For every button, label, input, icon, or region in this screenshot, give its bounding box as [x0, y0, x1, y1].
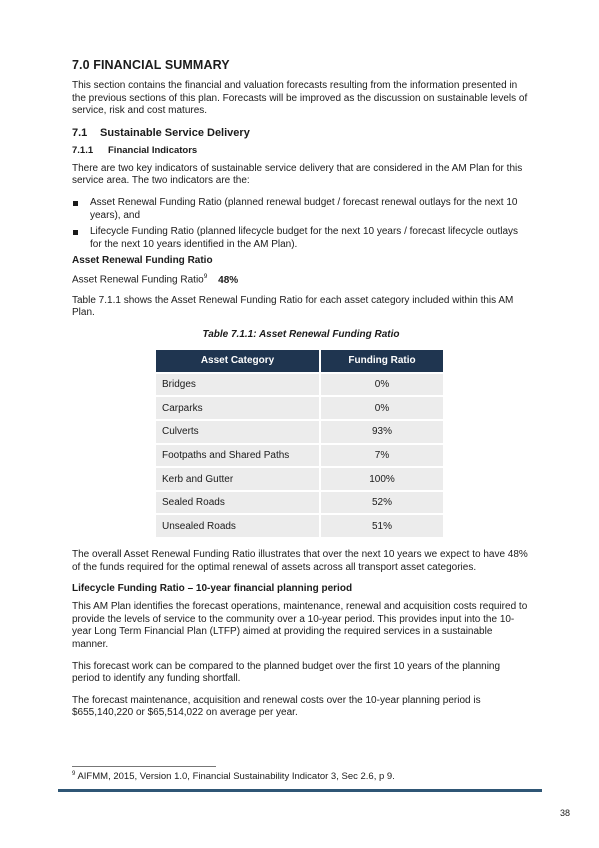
- overall-ratio-text: The overall Asset Renewal Funding Ratio illustrates that over the next 10 years we expect to have 48% of the funds required for the optimal renewal of assets across all transport asset categories.: [72, 549, 528, 573]
- category-cell: Sealed Roads: [156, 490, 321, 514]
- category-cell: Culverts: [156, 419, 321, 443]
- funding-ratio-table: [156, 350, 443, 537]
- section-title: 7.0 FINANCIAL SUMMARY: [72, 58, 230, 72]
- table-row: [156, 513, 443, 537]
- footer-divider: [58, 789, 542, 792]
- subsection-title: Sustainable Service Delivery: [100, 126, 250, 139]
- table-row: [156, 466, 443, 490]
- category-cell: Carparks: [156, 395, 321, 419]
- renewal-heading: Asset Renewal Funding Ratio: [72, 255, 213, 267]
- page-number: 38: [560, 808, 571, 818]
- table-intro: Table 7.1.1 shows the Asset Renewal Funding Ratio for each asset category included within this AM Plan.: [72, 294, 514, 319]
- category-cell: Kerb and Gutter: [156, 466, 321, 490]
- table-row: [156, 419, 443, 443]
- lifecycle-heading: Lifecycle Funding Ratio – 10-year financial planning period: [72, 583, 353, 595]
- ratio-cell: 52%: [321, 490, 443, 514]
- category-cell: Footpaths and Shared Paths: [156, 443, 321, 467]
- table-row: [156, 490, 443, 514]
- page-content: [72, 58, 530, 729]
- category-cell: Bridges: [156, 372, 321, 396]
- bullet-icon: [73, 201, 78, 206]
- column-header-ratio: Funding Ratio: [321, 350, 443, 372]
- footnote-divider: [72, 766, 216, 767]
- ratio-cell: 0%: [321, 395, 443, 419]
- indicator-text: Asset Renewal Funding Ratio (planned renewal budget / forecast renewal outlays for the next 10 years), and: [90, 196, 518, 221]
- table-row: [156, 395, 443, 419]
- table-row: [156, 443, 443, 467]
- lifecycle-paragraph-1: This AM Plan identifies the forecast operations, maintenance, renewal and acquisition costs required to provide the levels of service to the community over a 10-year period. This provides input into the 10-year Long Term Financial Plan (LTFP) aimed at providing the required services in a sustainable manner.: [72, 601, 528, 650]
- subsection-number: 7.1: [72, 126, 88, 139]
- footnote-ref[interactable]: 9: [203, 273, 208, 281]
- renewal-ratio-value: 48%: [218, 274, 239, 286]
- ratio-cell: 0%: [321, 372, 443, 396]
- section-intro: This section contains the financial and valuation forecasts resulting from the information presented in the previous sections of this plan. Forecasts will be improved as the discussion on sustainable levels of service, risk and cost matures.: [72, 80, 528, 117]
- renewal-ratio-label: Asset Renewal Funding Ratio: [72, 274, 204, 286]
- ratio-cell: 93%: [321, 419, 443, 443]
- list-item: [72, 226, 530, 251]
- footnote-text: AIFMM, 2015, Version 1.0, Financial Sustainability Indicator 3, Sec 2.6, p 9.: [75, 771, 395, 783]
- subsubsection-number: 7.1.1: [72, 144, 94, 156]
- indicator-list: [72, 197, 530, 251]
- ratio-cell: 7%: [321, 443, 443, 467]
- footnote: [72, 771, 395, 782]
- list-item: [72, 197, 530, 222]
- column-header-category: Asset Category: [156, 350, 321, 372]
- bullet-icon: [73, 230, 78, 235]
- ratio-cell: 100%: [321, 466, 443, 490]
- table-caption: Table 7.1.1: Asset Renewal Funding Ratio: [202, 328, 400, 340]
- lifecycle-paragraph-2: This forecast work can be compared to the planned budget over the first 10 years of the planning period to identify any funding shortfall.: [72, 660, 501, 685]
- indicators-intro: There are two key indicators of sustainable service delivery that are considered in the AM Plan for this service area. The two indicators are the:: [72, 162, 523, 187]
- subsubsection-heading: [72, 145, 530, 156]
- table-header-row: [156, 350, 443, 372]
- subsection-heading: [72, 127, 530, 139]
- category-cell: Unsealed Roads: [156, 513, 321, 537]
- table-row: [156, 372, 443, 396]
- lifecycle-paragraph-3: The forecast maintenance, acquisition and renewal costs over the 10-year planning period is $655,140,220 or $65,514,022 on average per year.: [72, 694, 481, 719]
- ratio-cell: 51%: [321, 513, 443, 537]
- subsubsection-title: Financial Indicators: [108, 144, 198, 156]
- indicator-text: Lifecycle Funding Ratio (planned lifecycle budget for the next 10 years / forecast lifecycle outlays for the next 10 years identified in the AM Plan).: [90, 226, 519, 250]
- footnote-number: 9: [72, 771, 76, 777]
- renewal-ratio-line: [72, 273, 530, 285]
